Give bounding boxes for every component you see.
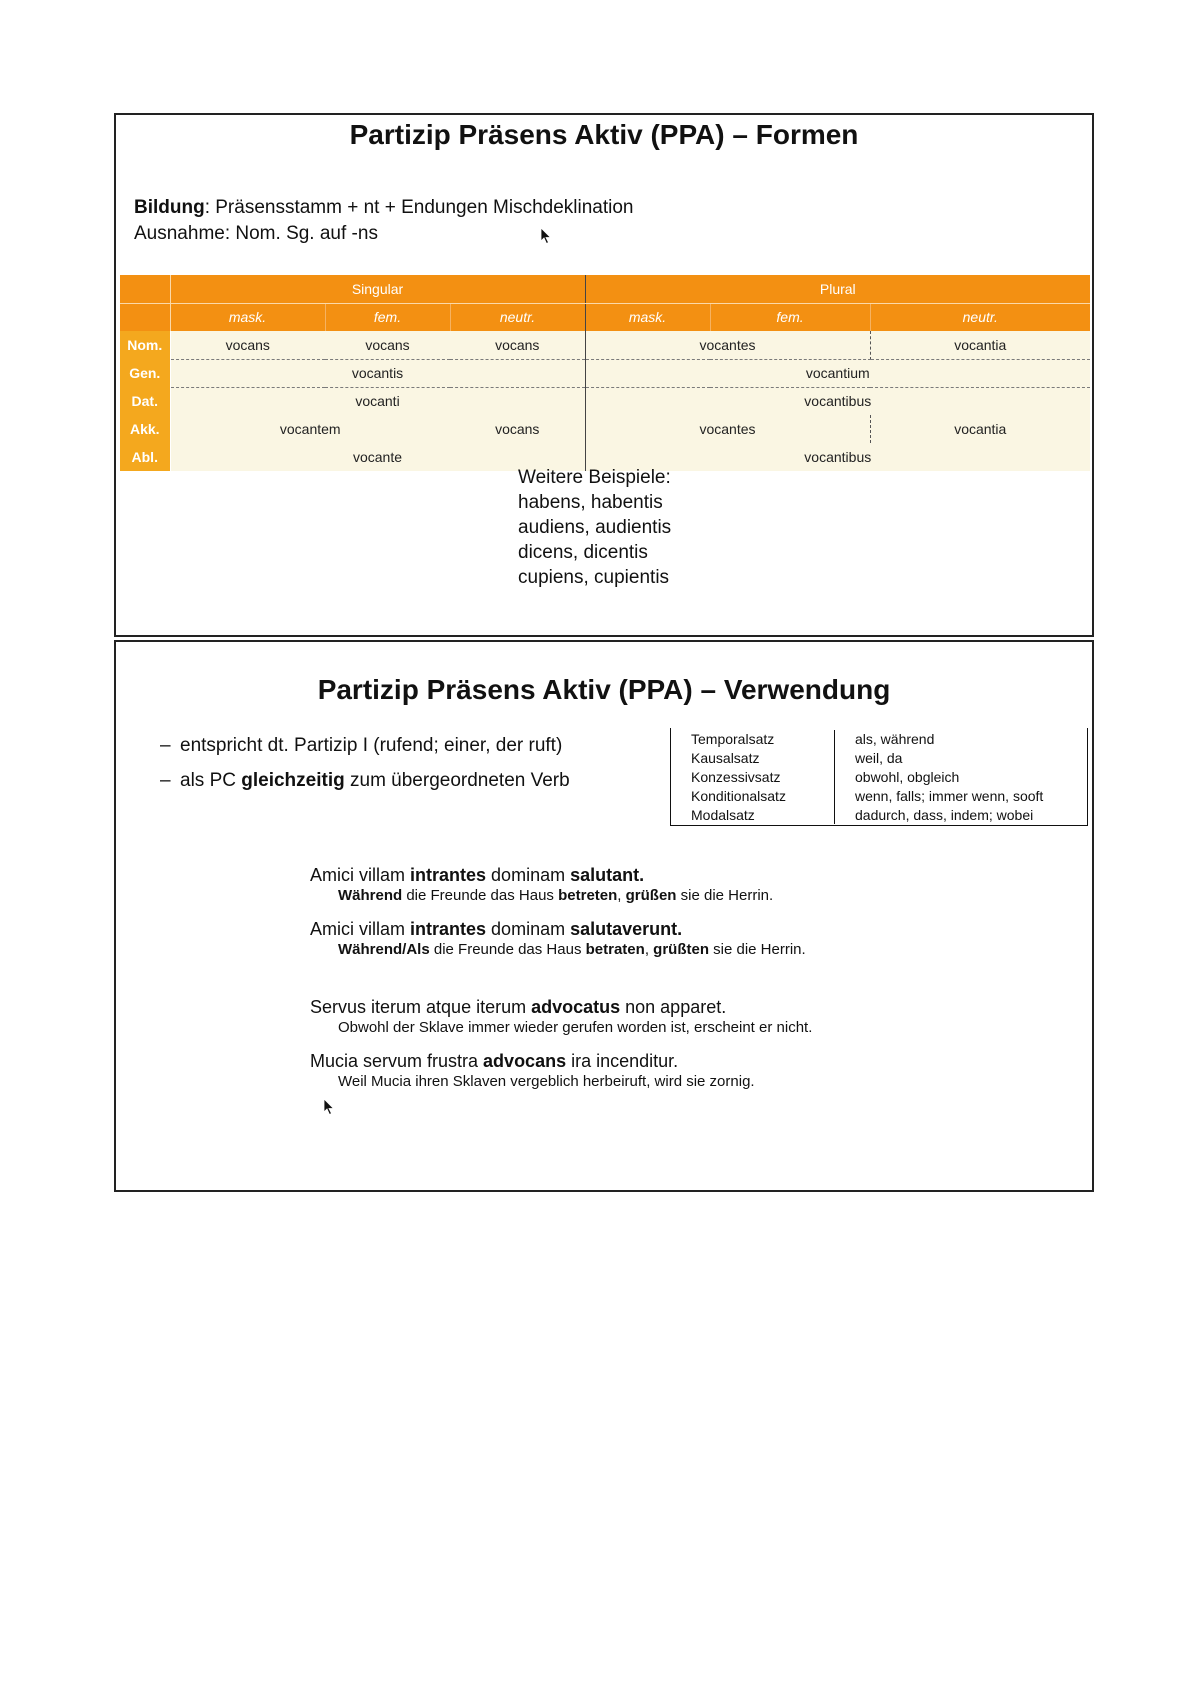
conjunctions-column [855,730,1043,825]
table-row [120,387,1090,415]
text-run: dominam [486,865,571,885]
bullet-emphasis: gleichzeitig [241,770,345,791]
clause-type: Konditionalsatz [691,788,786,804]
text-run: Amici villam [310,865,411,885]
examples-heading: Weitere Beispiele: [518,467,671,488]
form-cell: vocans [450,415,585,443]
table-corner [120,303,170,331]
form-cell: vocantia [870,331,1090,359]
latin-sentence [310,996,1050,1018]
case-label: Akk. [120,415,170,443]
form-cell: vocantibus [585,443,1090,471]
verb: grüßten [653,941,709,958]
form-cell: vocantis [170,359,585,387]
german-translation [310,886,1050,906]
clause-type: Konzessivsatz [691,769,781,785]
case-label: Nom. [120,331,170,359]
gender-header: fem. [710,303,870,331]
verb: betraten [585,941,645,958]
german-translation: Weil Mucia ihren Sklaven vergeblich herbeiruft, wird sie zornig. [338,1073,755,1090]
clause-type: Kausalsatz [691,750,760,766]
slide-title: Partizip Präsens Aktiv (PPA) – Verwendung [317,674,891,705]
text-run: Mucia servum frustra [310,1051,484,1071]
conjunction: weil, da [855,750,903,766]
text-run: sie die Herrin. [708,941,806,958]
declension-table [120,275,1090,471]
bildung-label: Bildung [134,197,205,218]
form-cell: vocantes [585,331,870,359]
latin-sentence [310,864,1050,886]
table-row [120,359,1090,387]
form-cell: vocantem [170,415,450,443]
bullet-text: als PC [180,770,242,791]
form-cell: vocantes [585,415,870,443]
ausnahme-text: Ausnahme: Nom. Sg. auf -ns [134,223,378,244]
form-cell: vocans [325,331,450,359]
participle: advocans [483,1051,567,1071]
clause-type: Modalsatz [691,807,755,823]
participle: intrantes [410,919,487,939]
bildung-text: : Präsensstamm + nt + Endungen Mischdeklination [204,197,634,218]
usage-bullets [160,735,570,805]
further-examples [518,465,671,590]
slide-formen [114,113,1094,637]
text-run: sie die Herrin. [676,887,774,904]
verb: grüßen [625,887,677,904]
case-label: Dat. [120,387,170,415]
conjunction: wenn, falls; immer wenn, sooft [855,788,1044,804]
example-sentences [310,864,1050,1092]
text-run: die Freunde das Haus [402,887,559,904]
gender-header: fem. [325,303,450,331]
participle: intrantes [410,865,487,885]
clause-type: Temporalsatz [691,731,775,747]
example-item: audiens, audientis [518,517,672,538]
verb: betreten [558,887,618,904]
slide-title: Partizip Präsens Aktiv (PPA) – Formen [349,119,859,150]
case-label: Gen. [120,359,170,387]
form-cell: vocantibus [585,387,1090,415]
bullet-item [160,770,570,792]
group-header-singular: Singular [170,275,585,303]
text-run: Amici villam [310,919,411,939]
table-row [120,331,1090,359]
example-item: habens, habentis [518,492,663,513]
participle: advocatus [531,997,621,1017]
text-run: ira incenditur. [566,1051,679,1071]
formation-rule [134,195,634,247]
form-cell: vocans [450,331,585,359]
main-verb: salutant. [570,865,645,885]
text-run: , [644,941,654,958]
clause-types-column [671,730,835,824]
example-item: dicens, dicentis [518,542,648,563]
gender-header: neutr. [450,303,585,331]
example-item: cupiens, cupientis [518,567,670,588]
gender-header: neutr. [870,303,1090,331]
conjunction: Während/Als [338,941,430,958]
conjunction: dadurch, dass, indem; wobei [855,807,1034,823]
main-verb: salutaverunt. [570,919,683,939]
conjunction: als, während [855,731,935,747]
german-translation [310,940,1050,960]
conjunction: obwohl, obgleich [855,769,960,785]
latin-sentence [310,1050,1050,1072]
text-run: Servus iterum atque iterum [310,997,532,1017]
conjunction: Während [338,887,403,904]
text-run: dominam [486,919,571,939]
form-cell: vocanti [170,387,585,415]
case-label: Abl. [120,443,170,471]
latin-sentence [310,918,1050,940]
text-run: die Freunde das Haus [429,941,586,958]
clause-type-table [670,728,1088,826]
table-row [120,415,1090,443]
form-cell: vocantia [870,415,1090,443]
slide-verwendung [114,640,1094,1192]
form-cell: vocantium [585,359,1090,387]
table-corner [120,275,170,303]
text-run: , [617,887,626,904]
german-translation: Obwohl der Sklave immer wieder gerufen worden ist, erscheint er nicht. [338,1019,813,1036]
form-cell: vocans [170,331,325,359]
gender-header: mask. [585,303,710,331]
bullet-item: – entspricht dt. Partizip I (rufend; einer, der ruft) [160,735,570,757]
gender-header: mask. [170,303,325,331]
text-run: non apparet. [620,997,727,1017]
form-cell: vocante [170,443,585,471]
bullet-text: zum übergeordneten Verb [344,770,570,791]
group-header-plural: Plural [585,275,1090,303]
